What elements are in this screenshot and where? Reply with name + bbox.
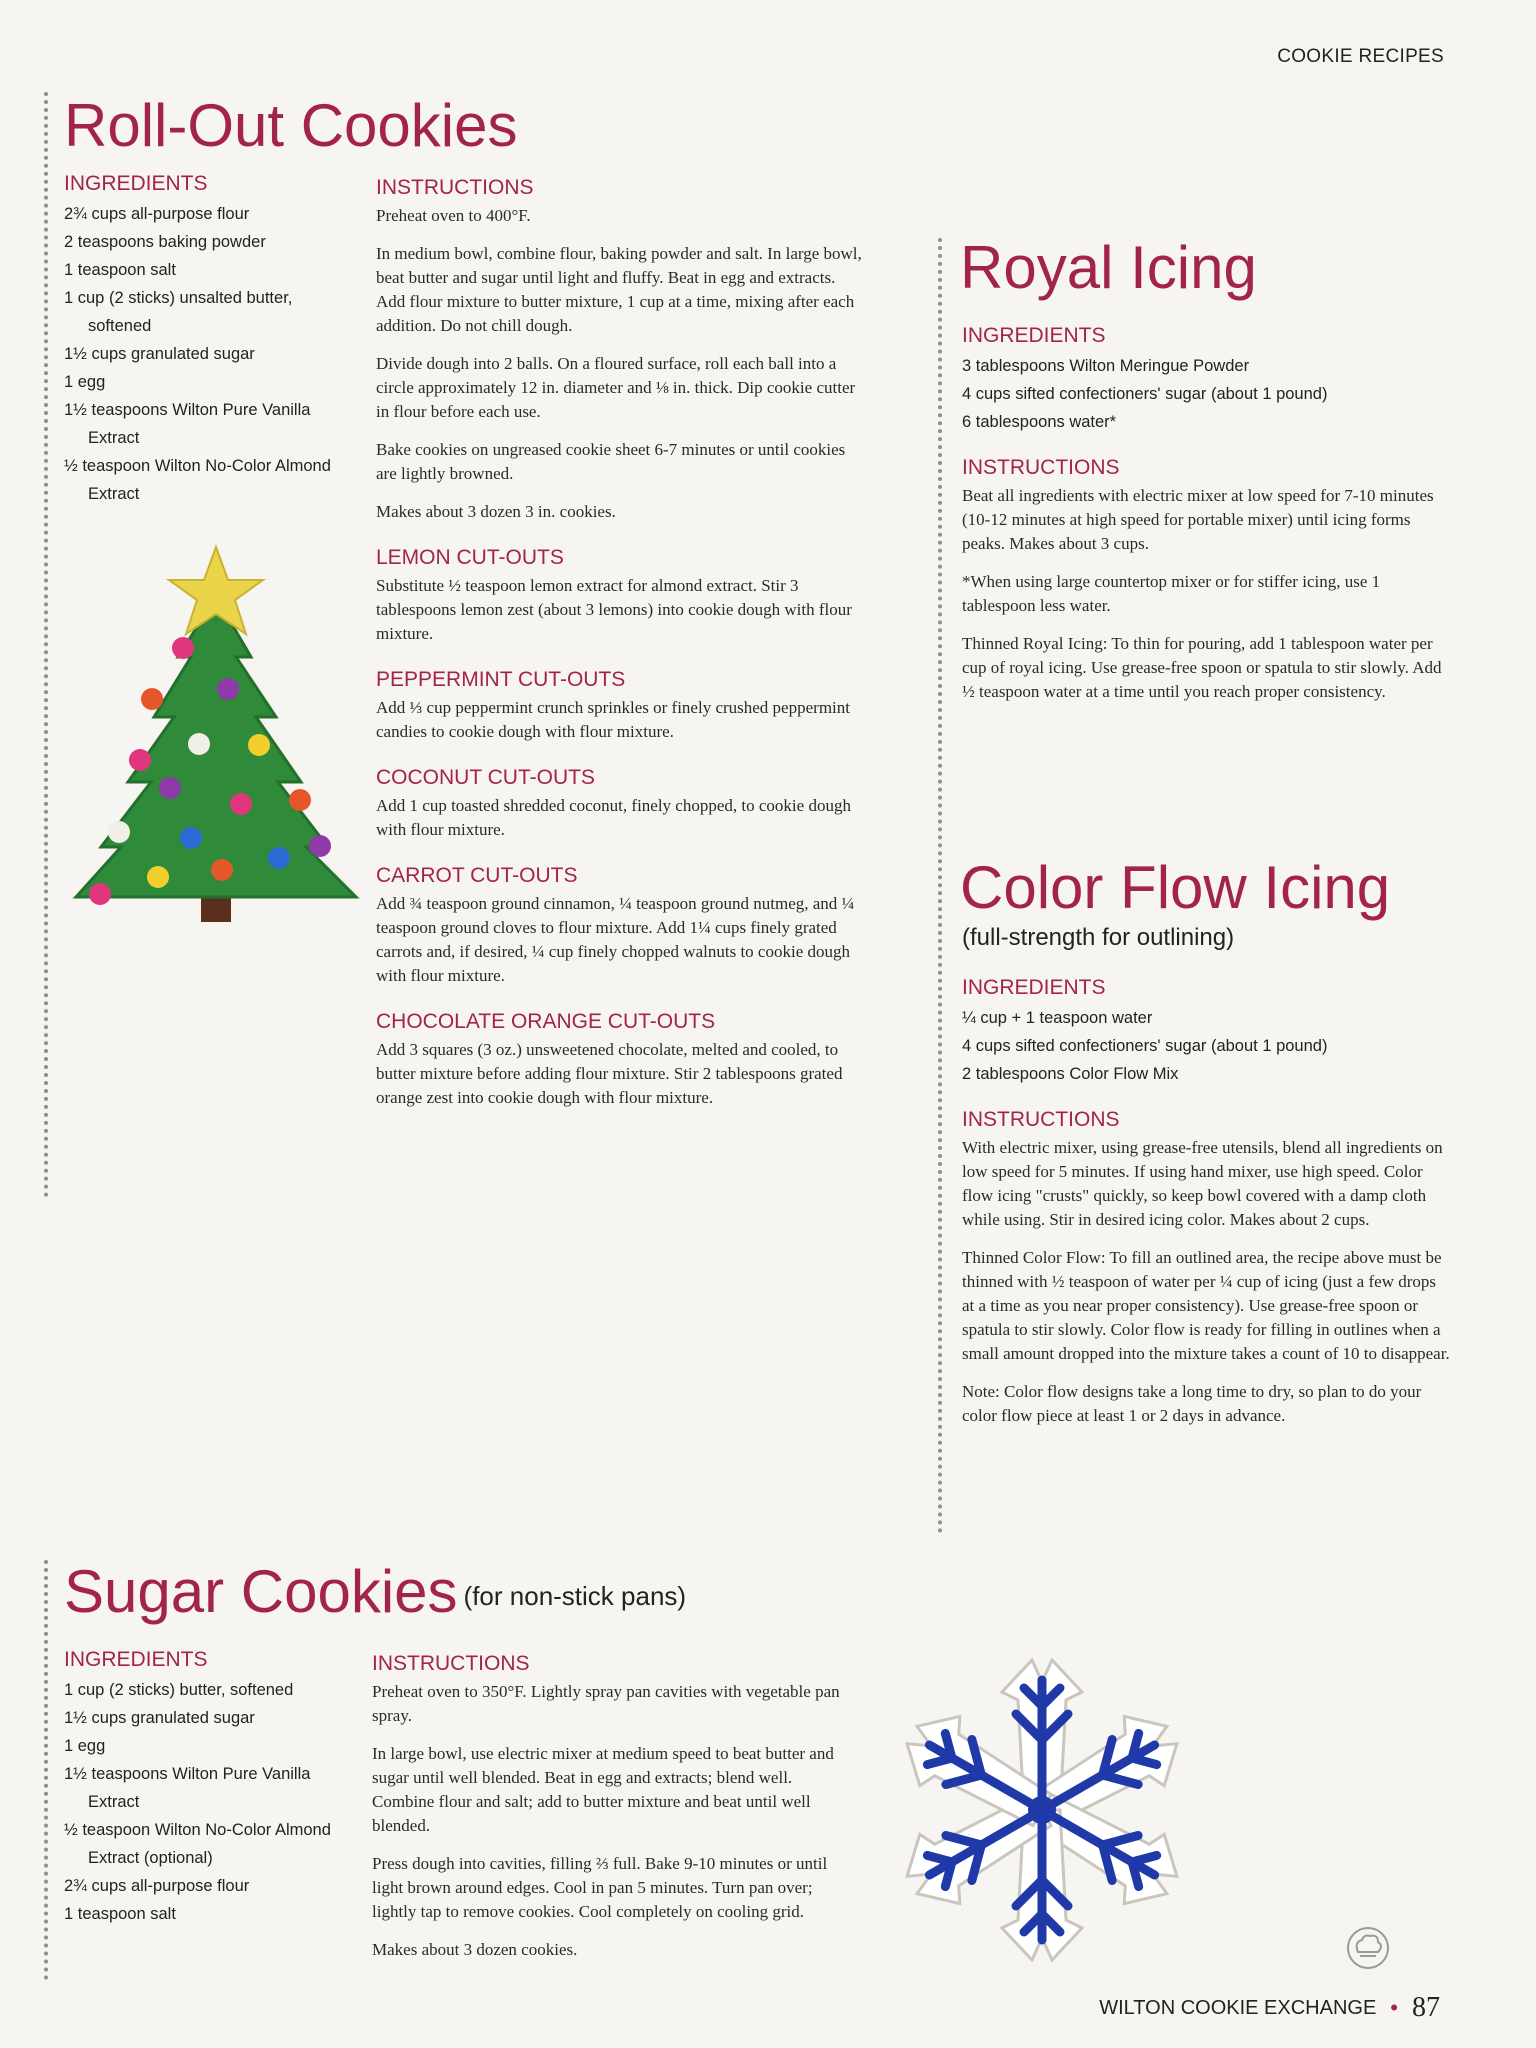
page-number: 87 xyxy=(1412,1992,1440,2023)
instruction-paragraph: With electric mixer, using grease-free utensils, blend all ingredients on low speed for 5 minutes. If using hand mixer, use high speed. Color flow icing "crusts" quickly, so keep bowl covered with a damp cloth while using. Stir in desired icing color. Makes about 2 cups. xyxy=(962,1138,1443,1229)
ingredient-item: 2¾ cups all-purpose flour xyxy=(64,205,250,223)
ingredient-item: ¼ cup + 1 teaspoon water xyxy=(962,1009,1153,1027)
instruction-paragraph: Preheat oven to 400°F. xyxy=(376,206,531,225)
sugar-subtitle: (for non-stick pans) xyxy=(463,1581,687,1612)
instruction-paragraph: In medium bowl, combine flour, baking powder and salt. In large bowl, beat butter and sugar until light and fluffy. Beat in egg and extracts. Add flour mixture to butter mixture, 1 cup at a time, mixing after each addition. Do not chill dough. xyxy=(376,244,862,335)
rollout-ingredients xyxy=(64,172,344,508)
colorflow-instructions-heading: INSTRUCTIONS xyxy=(962,1108,1120,1131)
colorflow-subtitle: (full-strength for outlining) xyxy=(962,924,1235,951)
royal-ingredient-list xyxy=(962,352,1448,436)
ingredient-item: 1 egg xyxy=(64,1737,106,1755)
rollout-steps xyxy=(376,204,864,524)
ingredient-item: 2¾ cups all-purpose flour xyxy=(64,1877,250,1895)
instruction-paragraph: Makes about 3 dozen 3 in. cookies. xyxy=(376,502,616,521)
sugar-title xyxy=(64,1558,687,1625)
royal-section xyxy=(962,324,1448,718)
variation-heading: PEPPERMINT CUT-OUTS xyxy=(376,668,626,691)
instruction-paragraph: *When using large countertop mixer or for stiffer icing, use 1 tablespoon less water. xyxy=(962,572,1381,615)
rollout-dotted-rule xyxy=(44,92,48,1198)
rollout-instructions-heading: INSTRUCTIONS xyxy=(376,176,534,199)
colorflow-title: Color Flow Icing xyxy=(960,854,1391,921)
royal-ingredients-heading: INGREDIENTS xyxy=(962,324,1106,347)
running-head: COOKIE RECIPES xyxy=(1277,46,1444,67)
sugar-instructions xyxy=(372,1648,856,1976)
instruction-paragraph: Divide dough into 2 balls. On a floured surface, roll each ball into a circle approximately 12 in. diameter and ⅛ in. thick. Dip cookie cutter in flour before each use. xyxy=(376,354,856,421)
rollout-variations xyxy=(376,546,864,1110)
page-footer xyxy=(1099,1992,1440,2024)
ingredient-item: 1 egg xyxy=(64,373,106,391)
royal-instructions-heading: INSTRUCTIONS xyxy=(962,456,1120,479)
royal-title: Royal Icing xyxy=(960,234,1257,301)
ingredient-item: 1½ cups granulated sugar xyxy=(64,1709,255,1727)
ingredient-item: 1 cup (2 sticks) unsalted butter, softened xyxy=(64,289,293,335)
variation-block xyxy=(376,864,864,988)
variation-block xyxy=(376,546,864,646)
variation-text: Add 3 squares (3 oz.) unsweetened chocolate, melted and cooled, to butter mixture before adding flour mixture. Stir 2 tablespoons grated orange zest into cookie dough with flour mixture. xyxy=(376,1040,843,1107)
colorflow-steps xyxy=(962,1136,1452,1428)
chef-hat-icon xyxy=(1346,1926,1390,1970)
sugar-instructions-heading: INSTRUCTIONS xyxy=(372,1652,530,1675)
variation-text: Add ⅓ cup peppermint crunch sprinkles or finely crushed peppermint candies to cookie dough with flour mixture. xyxy=(376,698,850,741)
instruction-paragraph: Bake cookies on ungreased cookie sheet 6-7 minutes or until cookies are lightly browned. xyxy=(376,440,846,483)
instruction-paragraph: Note: Color flow designs take a long time to dry, so plan to do your color flow piece at least 1 or 2 days in advance. xyxy=(962,1382,1422,1425)
instruction-paragraph: Makes about 3 dozen cookies. xyxy=(372,1940,578,1959)
footer-bullet: • xyxy=(1390,1995,1398,2020)
colorflow-ingredient-list xyxy=(962,1004,1452,1088)
ingredient-item: ½ teaspoon Wilton No-Color Almond Extract xyxy=(64,457,331,503)
instruction-paragraph: Beat all ingredients with electric mixer at low speed for 7-10 minutes (10-12 minutes at high speed for portable mixer) until icing forms peaks. Makes about 3 cups. xyxy=(962,486,1434,553)
ingredient-item: 1 cup (2 sticks) butter, softened xyxy=(64,1681,294,1699)
instruction-paragraph: Press dough into cavities, filling ⅔ full. Bake 9-10 minutes or until light brown around edges. Cool in pan 5 minutes. Turn pan over; lightly tap to remove cookies. Cool completely on cooling grid. xyxy=(372,1854,828,1921)
variation-heading: COCONUT CUT-OUTS xyxy=(376,766,595,789)
ingredient-item: 1 teaspoon salt xyxy=(64,261,176,279)
christmas-tree-cookie-photo xyxy=(66,542,366,932)
ingredient-item: ½ teaspoon Wilton No-Color Almond Extract (optional) xyxy=(64,1821,331,1867)
variation-heading: CARROT CUT-OUTS xyxy=(376,864,578,887)
snowflake-cookie-photo xyxy=(862,1652,1222,1962)
colorflow-ingredients-heading: INGREDIENTS xyxy=(962,976,1106,999)
instruction-paragraph: Thinned Royal Icing: To thin for pouring, add 1 tablespoon water per cup of royal icing. Use grease-free spoon or spatula to stir slowly. Add ½ teaspoon water at a time until you reach proper consistency. xyxy=(962,634,1442,701)
rollout-instructions xyxy=(376,172,864,1110)
royal-dotted-rule xyxy=(938,238,942,1534)
variation-block xyxy=(376,766,864,842)
ingredient-item: 4 cups sifted confectioners' sugar (about 1 pound) xyxy=(962,1037,1328,1055)
ingredient-item: 1½ teaspoons Wilton Pure Vanilla Extract xyxy=(64,1765,311,1811)
colorflow-section xyxy=(962,976,1452,1442)
royal-steps xyxy=(962,484,1448,704)
sugar-title-text: Sugar Cookies xyxy=(64,1558,458,1625)
ingredient-item: 2 tablespoons Color Flow Mix xyxy=(962,1065,1179,1083)
footer-text: WILTON COOKIE EXCHANGE xyxy=(1099,1996,1377,2019)
sugar-ingredients-heading: INGREDIENTS xyxy=(64,1648,208,1671)
sugar-dotted-rule xyxy=(44,1560,48,1980)
variation-text: Add 1 cup toasted shredded coconut, finely chopped, to cookie dough with flour mixture. xyxy=(376,796,851,839)
variation-text: Substitute ½ teaspoon lemon extract for almond extract. Stir 3 tablespoons lemon zest (about 3 lemons) into cookie dough with flour mixture. xyxy=(376,576,852,643)
ingredient-item: 1½ cups granulated sugar xyxy=(64,345,255,363)
variation-block xyxy=(376,668,864,744)
instruction-paragraph: Preheat oven to 350°F. Lightly spray pan cavities with vegetable pan spray. xyxy=(372,1682,840,1725)
rollout-title: Roll-Out Cookies xyxy=(64,92,518,159)
variation-heading: CHOCOLATE ORANGE CUT-OUTS xyxy=(376,1010,716,1033)
ingredient-item: 2 teaspoons baking powder xyxy=(64,233,266,251)
sugar-ingredient-list xyxy=(64,1676,344,1928)
instruction-paragraph: In large bowl, use electric mixer at medium speed to beat butter and sugar until well blended. Beat in egg and extracts; blend well. Combine flour and salt; add to butter mixture and beat until well blended. xyxy=(372,1744,834,1835)
ingredient-item: 6 tablespoons water* xyxy=(962,413,1117,431)
sugar-ingredients xyxy=(64,1648,344,1928)
ingredient-item: 4 cups sifted confectioners' sugar (about 1 pound) xyxy=(962,385,1328,403)
ingredient-item: 1½ teaspoons Wilton Pure Vanilla Extract xyxy=(64,401,311,447)
sugar-steps xyxy=(372,1680,856,1962)
rollout-ingredient-list xyxy=(64,200,344,508)
ingredient-item: 1 teaspoon salt xyxy=(64,1905,176,1923)
variation-block xyxy=(376,1010,864,1110)
ingredient-item: 3 tablespoons Wilton Meringue Powder xyxy=(962,357,1250,375)
instruction-paragraph: Thinned Color Flow: To fill an outlined area, the recipe above must be thinned with ½ teaspoon of water per ¼ cup of icing (just a few drops at a time as you near proper consistency). Use grease-free spoon or spatula to stir slowly. Color flow is ready for filling in outlines when a small amount dropped into the mixture takes a count of 10 to disappear. xyxy=(962,1248,1450,1363)
variation-text: Add ¾ teaspoon ground cinnamon, ¼ teaspoon ground nutmeg, and ¼ teaspoon ground cloves to flour mixture. Add 1¼ cups finely grated carrots and, if desired, ¼ cup finely chopped walnuts to cookie dough with flour mixture. xyxy=(376,894,855,985)
variation-heading: LEMON CUT-OUTS xyxy=(376,546,564,569)
rollout-ingredients-heading: INGREDIENTS xyxy=(64,172,208,195)
